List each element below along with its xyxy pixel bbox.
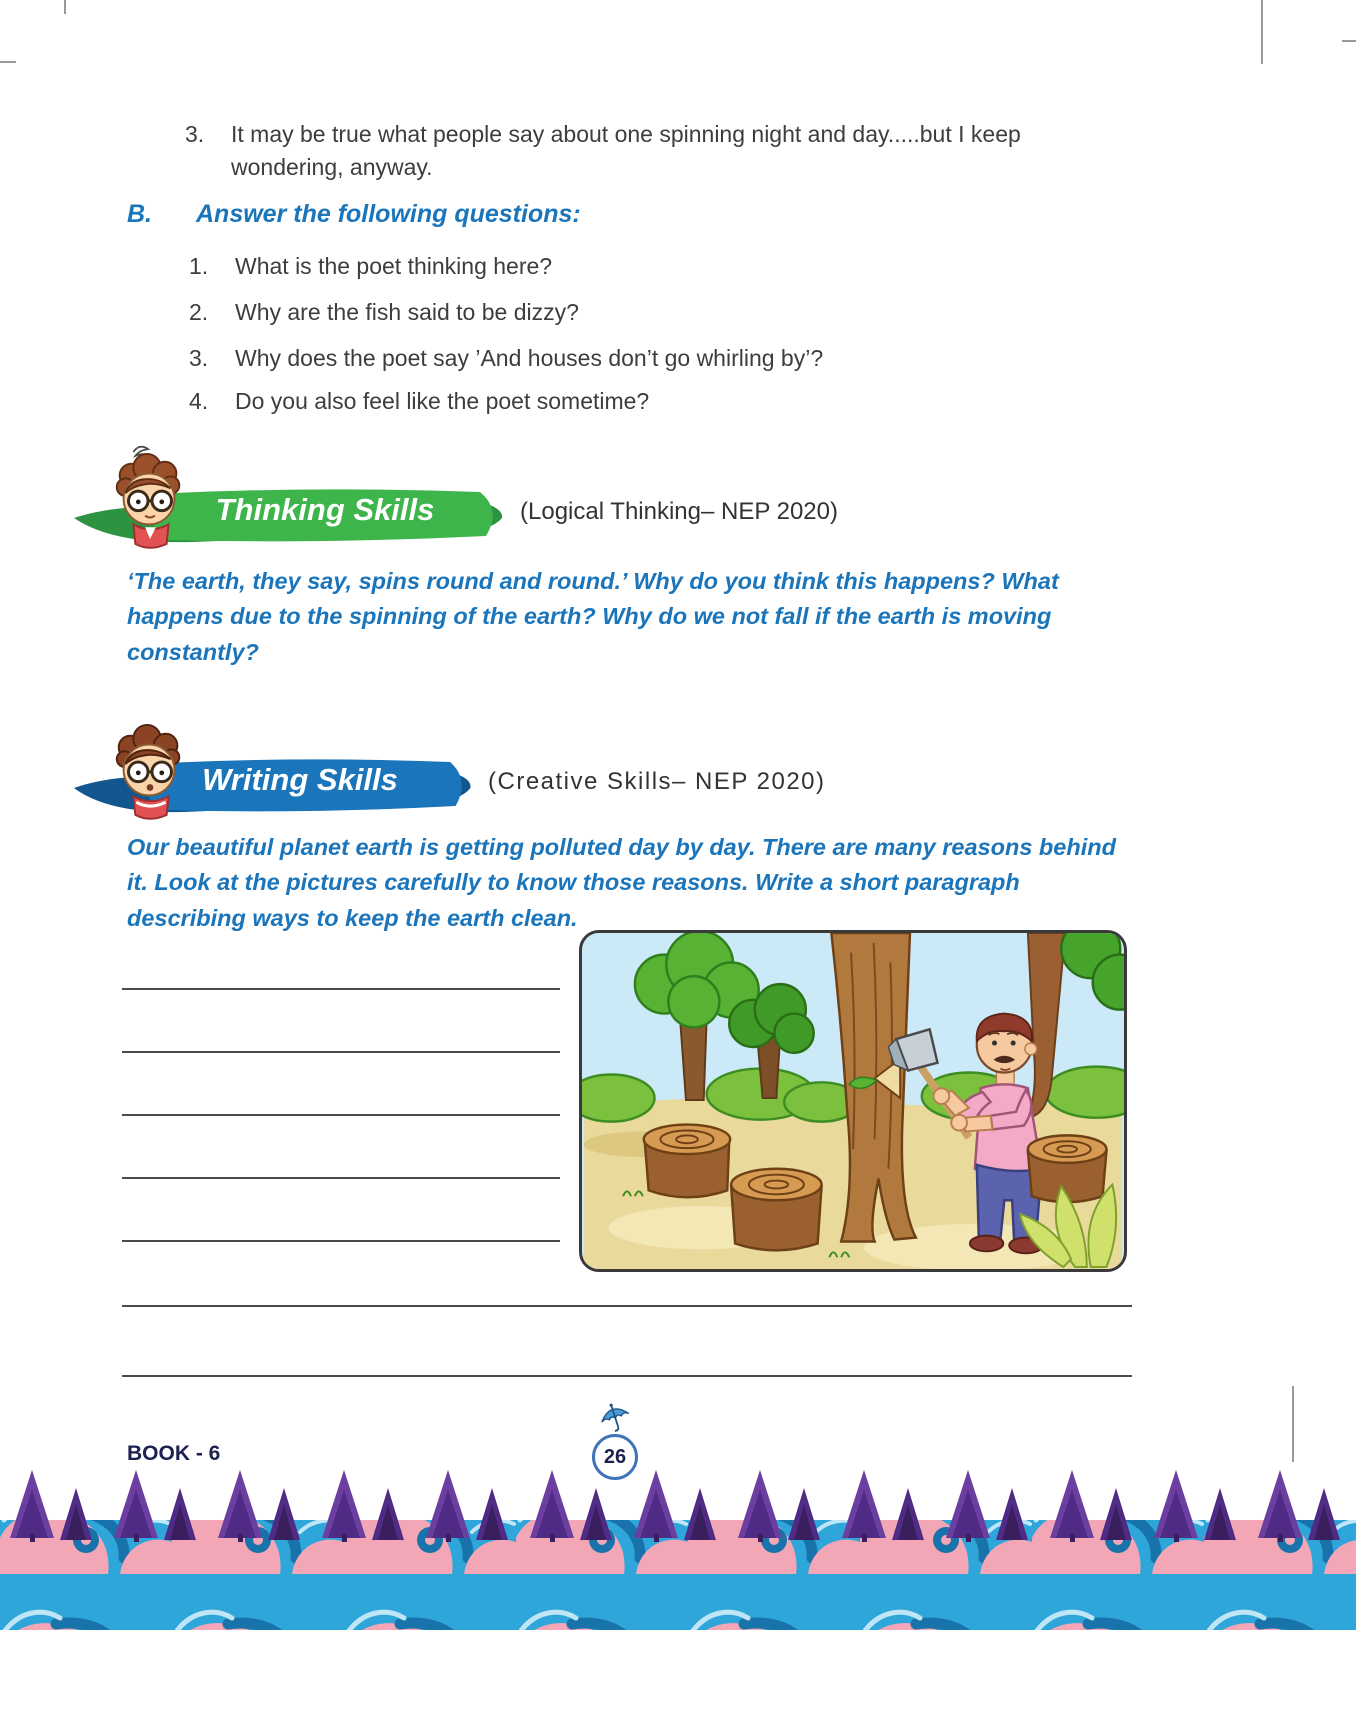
banner-title: Thinking Skills <box>215 492 435 527</box>
question-item <box>189 385 1089 418</box>
paragraph-lines <box>122 1244 1132 1377</box>
crop-mark <box>0 61 16 63</box>
answer-line <box>122 990 560 1053</box>
question-number: 2. <box>189 299 209 325</box>
section-label: B. <box>127 200 152 228</box>
question-item <box>189 296 1089 329</box>
answer-line <box>122 927 560 990</box>
page-number-badge <box>585 1402 645 1480</box>
book-label: BOOK - 6 <box>127 1442 221 1465</box>
question-text: Why are the fish said to be dizzy? <box>235 299 579 325</box>
crop-mark <box>1292 1386 1294 1462</box>
item-number: 3. <box>185 121 205 147</box>
crop-mark <box>1342 40 1356 42</box>
question-item <box>189 342 1089 375</box>
answer-line <box>122 1053 560 1116</box>
section-title: Answer the following questions: <box>196 200 581 228</box>
answer-line <box>122 1307 1132 1377</box>
question-number: 3. <box>189 345 209 371</box>
crop-mark <box>1261 0 1263 64</box>
question-number: 1. <box>189 253 209 279</box>
question-text: What is the poet thinking here? <box>235 253 553 279</box>
answer-line <box>122 1244 1132 1307</box>
umbrella-icon <box>597 1402 633 1432</box>
banner-title: Writing Skills <box>202 762 398 797</box>
question-number: 4. <box>189 388 209 414</box>
page-content <box>127 112 1139 1672</box>
question-item <box>189 250 1089 283</box>
answer-line <box>122 1179 560 1242</box>
writing-skills-prompt: Our beautiful planet earth is getting polluted day by day. There are many reasons behind it. Look at the pictures carefully to know those reasons. Write a short paragraph describing ways to keep the earth clean. <box>127 834 1116 931</box>
question-text: Why does the poet say ’And houses don’t go whirling by’? <box>235 345 824 371</box>
writing-skills-banner <box>72 712 1142 828</box>
banner-nep-tag: (Logical Thinking– NEP 2020) <box>520 498 838 525</box>
banner-nep-tag: (Creative Skills– NEP 2020) <box>488 768 826 795</box>
item-text: It may be true what people say about one spinning night and day.....but I keep wondering, anyway. <box>231 121 1021 181</box>
thinking-skills-prompt: ‘The earth, they say, spins round and round.’ Why do you think this happens? What happens due to the spinning of the earth? Why do we not fall if the earth is moving constantly? <box>127 568 1059 665</box>
page-number: 26 <box>592 1434 638 1480</box>
thinking-student-face-icon <box>106 442 194 550</box>
thinking-skills-banner <box>72 442 1142 558</box>
section-b-heading <box>127 200 581 229</box>
tree-cutting-illustration <box>579 930 1127 1272</box>
poem-note-item <box>185 118 1117 185</box>
answer-line <box>122 1116 560 1179</box>
question-text: Do you also feel like the poet sometime? <box>235 388 650 414</box>
crop-mark <box>64 0 66 14</box>
answer-lines-column <box>122 927 560 1242</box>
